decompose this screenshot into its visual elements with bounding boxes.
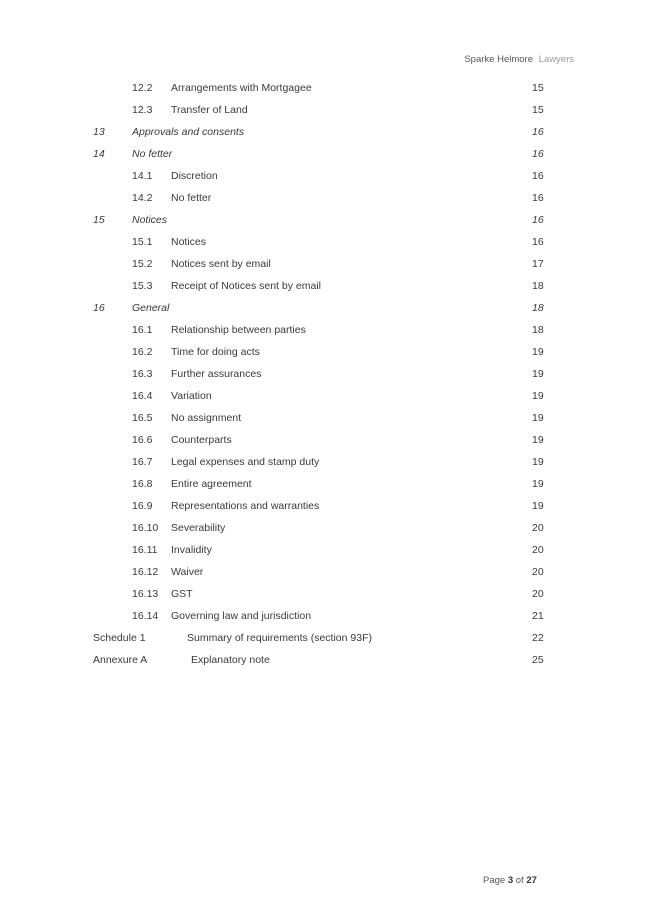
toc-entry-title: Transfer of Land	[171, 104, 248, 116]
toc-entry[interactable]	[0, 276, 653, 298]
toc-entry-num: 16.4	[132, 390, 153, 402]
toc-entry[interactable]	[0, 298, 653, 320]
toc-entry-num: Schedule 1	[93, 632, 146, 644]
toc-entry[interactable]	[0, 78, 653, 100]
toc-entry-page: 20	[532, 544, 544, 556]
toc-entry[interactable]	[0, 496, 653, 518]
toc-entry[interactable]	[0, 606, 653, 628]
toc-entry-title: Severability	[171, 522, 226, 534]
table-of-contents	[0, 78, 653, 672]
toc-entry-title: Counterparts	[171, 434, 232, 446]
toc-entry[interactable]	[0, 562, 653, 584]
page-footer	[483, 875, 537, 886]
toc-entry-title: Representations and warranties	[171, 500, 320, 512]
toc-entry-title: GST	[171, 588, 193, 600]
toc-entry-page: 19	[532, 456, 544, 468]
toc-entry-title: Explanatory note	[191, 654, 270, 666]
toc-entry[interactable]	[0, 386, 653, 408]
page-label: Page	[483, 875, 506, 886]
toc-entry-page: 20	[532, 522, 544, 534]
toc-entry-title: Notices	[132, 214, 168, 226]
toc-entry[interactable]	[0, 518, 653, 540]
toc-entry-page: 19	[532, 346, 544, 358]
toc-entry-num: 15.2	[132, 258, 153, 270]
toc-entry-page: 20	[532, 588, 544, 600]
toc-entry[interactable]	[0, 232, 653, 254]
toc-entry-title: No fetter	[132, 148, 173, 160]
current-page: 3	[507, 875, 514, 886]
toc-entry[interactable]	[0, 254, 653, 276]
total-pages: 27	[526, 875, 537, 886]
toc-entry[interactable]	[0, 100, 653, 122]
toc-entry-title: Receipt of Notices sent by email	[171, 280, 321, 292]
toc-entry-page: 16	[532, 192, 544, 204]
toc-entry-page: 15	[532, 82, 544, 94]
toc-entry-page: 16	[532, 148, 544, 160]
toc-entry-page: 18	[532, 302, 544, 314]
toc-entry-page: 18	[532, 280, 544, 292]
toc-entry-num: 16.8	[132, 478, 153, 490]
page-of: of	[515, 875, 524, 886]
toc-entry-page: 19	[532, 368, 544, 380]
toc-entry-title: Discretion	[171, 170, 218, 182]
toc-entry-title: Notices sent by email	[171, 258, 271, 270]
toc-entry-num: 16.7	[132, 456, 153, 468]
toc-entry-page: 25	[532, 654, 544, 666]
toc-entry-page: 22	[532, 632, 544, 644]
toc-entry[interactable]	[0, 122, 653, 144]
toc-entry[interactable]	[0, 452, 653, 474]
toc-entry-num: 16.3	[132, 368, 153, 380]
toc-entry-title: Further assurances	[171, 368, 262, 380]
toc-entry-num: 14.2	[132, 192, 153, 204]
toc-entry-num: 16.10	[132, 522, 159, 534]
toc-entry-num: 16	[93, 302, 105, 314]
page-header	[464, 54, 574, 65]
toc-entry-num: Annexure A	[93, 654, 148, 666]
toc-entry-title: Invalidity	[171, 544, 212, 556]
toc-entry-num: 16.14	[132, 610, 159, 622]
toc-entry-num: 16.13	[132, 588, 159, 600]
toc-entry-page: 19	[532, 434, 544, 446]
toc-entry[interactable]	[0, 430, 653, 452]
toc-entry-num: 14.1	[132, 170, 153, 182]
toc-entry-num: 16.11	[132, 544, 158, 556]
toc-entry-page: 20	[532, 566, 544, 578]
toc-entry[interactable]	[0, 584, 653, 606]
toc-entry-title: Relationship between parties	[171, 324, 306, 336]
toc-entry[interactable]	[0, 166, 653, 188]
toc-entry-num: 13	[93, 126, 105, 138]
toc-entry-num: 12.2	[132, 82, 153, 94]
toc-entry-title: Summary of requirements (section 93F)	[187, 632, 372, 644]
toc-entry-title: Time for doing acts	[171, 346, 260, 358]
toc-entry-title: Approvals and consents	[132, 126, 245, 138]
toc-entry[interactable]	[0, 408, 653, 430]
toc-entry-num: 15.3	[132, 280, 153, 292]
toc-entry[interactable]	[0, 474, 653, 496]
toc-entry-title: Arrangements with Mortgagee	[171, 82, 312, 94]
toc-entry-page: 17	[532, 258, 544, 270]
toc-entry-num: 12.3	[132, 104, 153, 116]
toc-entry-page: 16	[532, 214, 544, 226]
toc-entry-page: 21	[532, 610, 544, 622]
toc-entry[interactable]	[0, 628, 653, 650]
toc-entry-page: 16	[532, 170, 544, 182]
toc-entry[interactable]	[0, 144, 653, 166]
toc-entry-page: 18	[532, 324, 544, 336]
toc-entry[interactable]	[0, 342, 653, 364]
toc-entry-num: 14	[93, 148, 105, 160]
toc-entry-page: 19	[532, 412, 544, 424]
toc-entry[interactable]	[0, 210, 653, 232]
toc-entry-num: 16.9	[132, 500, 153, 512]
toc-entry-num: 16.12	[132, 566, 159, 578]
toc-entry-num: 16.6	[132, 434, 153, 446]
toc-entry-page: 16	[532, 236, 544, 248]
toc-entry-title: Governing law and jurisdiction	[171, 610, 312, 622]
toc-entry-num: 16.5	[132, 412, 153, 424]
toc-entry-num: 16.1	[132, 324, 153, 336]
toc-entry-title: Variation	[171, 390, 212, 402]
toc-entry-page: 15	[532, 104, 544, 116]
toc-entry[interactable]	[0, 320, 653, 342]
toc-entry-num: 15	[93, 214, 105, 226]
firm-name: Sparke Helmore	[464, 54, 533, 65]
toc-entry[interactable]	[0, 540, 653, 562]
toc-entry-num: 15.1	[132, 236, 153, 248]
toc-entry[interactable]	[0, 364, 653, 386]
firm-suffix: Lawyers	[538, 54, 574, 65]
toc-entry[interactable]	[0, 650, 653, 672]
toc-entry-page: 19	[532, 478, 544, 490]
toc-entry-title: No assignment	[171, 412, 242, 424]
toc-entry-title: Entire agreement	[171, 478, 252, 490]
toc-entry-title: Legal expenses and stamp duty	[171, 456, 320, 468]
toc-entry-page: 19	[532, 390, 544, 402]
toc-entry-title: General	[132, 302, 170, 314]
toc-entry[interactable]	[0, 188, 653, 210]
toc-entry-num: 16.2	[132, 346, 153, 358]
toc-entry-title: Waiver	[171, 566, 204, 578]
toc-entry-page: 19	[532, 500, 544, 512]
toc-entry-title: Notices	[171, 236, 207, 248]
toc-entry-title: No fetter	[171, 192, 212, 204]
toc-entry-page: 16	[532, 126, 544, 138]
